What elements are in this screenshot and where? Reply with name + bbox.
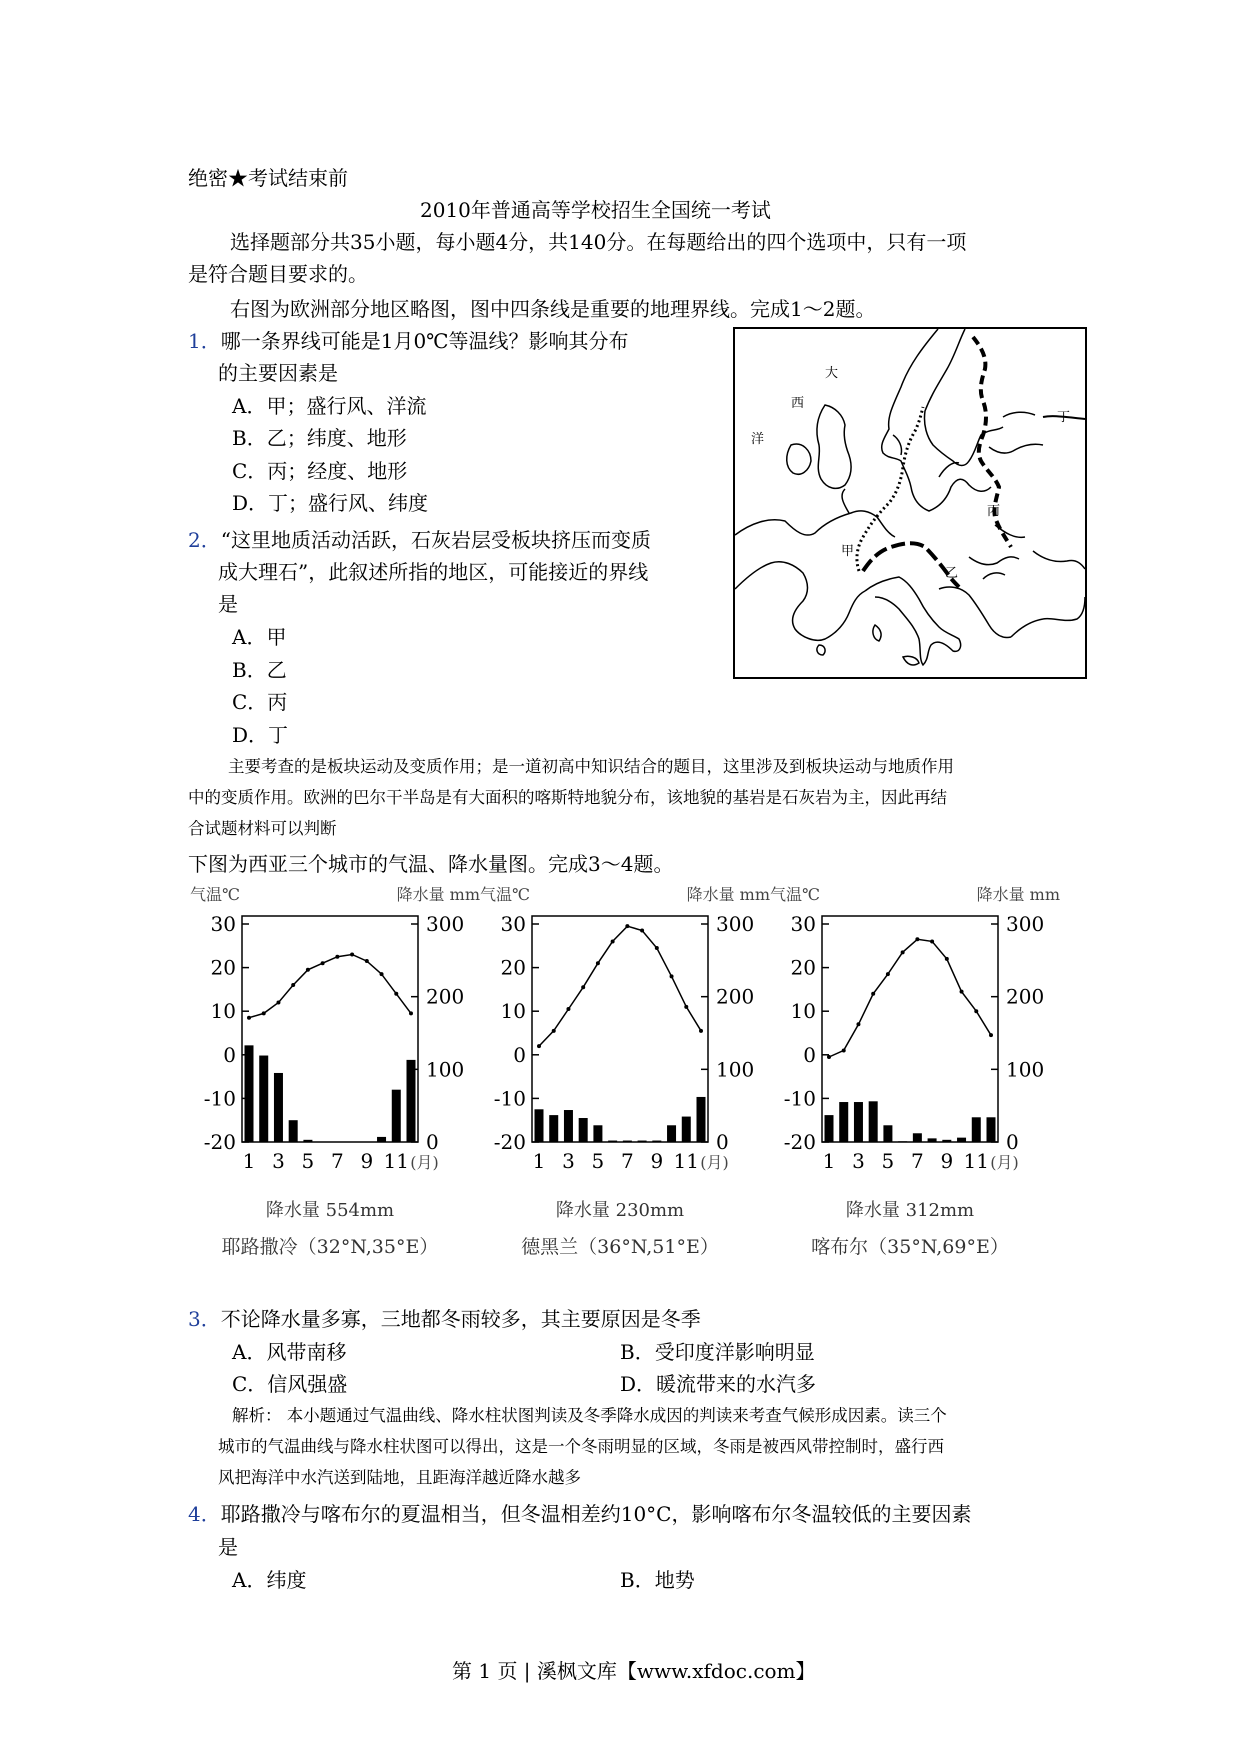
option-d: D．暖流带来的水汽多 [620, 1372, 817, 1396]
climate-chart-2 [480, 880, 770, 1270]
label-ding: 丁 [1057, 410, 1071, 425]
temperature-point [699, 1029, 703, 1033]
temp-tick-label: 0 [513, 1042, 526, 1067]
option-c: C．信风强盛 [232, 1372, 348, 1396]
precip-tick-label: 300 [426, 912, 465, 936]
precip-tick-label: 200 [716, 984, 755, 1009]
month-tick-label: 1 [532, 1149, 546, 1173]
temperature-point [655, 946, 659, 950]
temp-tick-label: -20 [783, 1130, 816, 1154]
question-number: 3． [188, 1307, 221, 1331]
temperature-point [930, 939, 934, 943]
option-c: C．丙；经度、地形 [232, 459, 408, 483]
precip-bar [392, 1090, 401, 1142]
label-yi: 乙 [945, 566, 959, 581]
temperature-point [537, 1044, 541, 1048]
temperature-point [886, 972, 890, 976]
option-a: A．纬度 [232, 1568, 307, 1592]
question-1 [188, 325, 629, 357]
month-tick-label: 1 [242, 1149, 256, 1173]
temp-tick-label: 30 [790, 912, 816, 936]
precip-bar [883, 1125, 892, 1142]
city-label: 喀布尔（35°N,69°E） [811, 1236, 1009, 1258]
temperature-point [945, 957, 949, 961]
question-number: 2． [188, 528, 221, 552]
temp-tick-label: -10 [203, 1086, 236, 1111]
temp-tick-label: -10 [493, 1086, 526, 1111]
city-label: 德黑兰（36°N,51°E） [521, 1236, 719, 1258]
precip-bar [825, 1115, 834, 1142]
temperature-line [829, 939, 991, 1057]
analysis-line-2: 城市的气温曲线与降水柱状图可以得出，这是一个冬雨明显的区域，冬雨是被西风带控制时，盛行西 [218, 1437, 944, 1456]
temp-tick-label: 30 [210, 912, 236, 936]
question-number: 4． [188, 1502, 221, 1526]
label-xi: 西 [791, 396, 805, 411]
temperature-point [380, 972, 384, 976]
precip-bar [869, 1101, 878, 1142]
month-tick-label: 11 [963, 1149, 989, 1173]
temp-tick-label: 0 [803, 1042, 816, 1067]
precip-bar [942, 1140, 951, 1142]
analysis-line-1: 主要考查的是板块运动及变质作用；是一道初高中知识结合的题目，这里涉及到板块运动与地质作用 [228, 757, 954, 776]
precip-bar [549, 1115, 558, 1142]
precip-bar [245, 1045, 254, 1142]
exam-title: 2010年普通高等学校招生全国统一考试 [420, 198, 771, 222]
temperature-axis-title: 气温℃ [190, 885, 240, 904]
temp-tick-label: -20 [493, 1130, 526, 1154]
temp-tick-label: -20 [203, 1130, 236, 1154]
question-stem: 耶路撒冷与喀布尔的夏温相当，但冬温相差约10°C，影响喀布尔冬温较低的主要因素 [220, 1502, 972, 1526]
temperature-point [974, 1009, 978, 1013]
option-d: D．丁 [232, 723, 289, 747]
temperature-point [581, 985, 585, 989]
charts-intro: 下图为西亚三个城市的气温、降水量图。完成3～4题。 [188, 852, 674, 876]
month-tick-label: 3 [852, 1149, 865, 1173]
temp-tick-label: 20 [210, 955, 236, 980]
precip-tick-label: 100 [426, 1057, 465, 1082]
month-tick-label: 3 [272, 1149, 285, 1173]
precip-tick-label: 200 [426, 984, 465, 1009]
option-a: A．风带南移 [232, 1340, 347, 1364]
precip-bar [274, 1073, 283, 1142]
option-a: A．甲；盛行风、洋流 [232, 394, 427, 418]
question-stem-cont: 是 [218, 592, 238, 616]
temp-tick-label: 10 [500, 999, 526, 1024]
label-yang: 洋 [751, 432, 765, 447]
temperature-point [989, 1033, 993, 1037]
precip-bar [854, 1102, 863, 1142]
precipitation-axis-title: 降水量 mm [686, 885, 770, 904]
map-intro: 右图为欧洲部分地区略图，图中四条线是重要的地理界线。完成1～2题。 [230, 297, 876, 321]
temperature-point [670, 974, 674, 978]
question-stem-cont: 成大理石”，此叙述所指的地区，可能接近的界线 [218, 560, 649, 584]
question-stem: 不论降水量多寡，三地都冬雨较多，其主要原因是冬季 [220, 1307, 701, 1331]
temp-tick-label: 20 [500, 955, 526, 980]
temperature-line [249, 955, 411, 1018]
city-label: 耶路撒冷（32°N,35°E） [221, 1236, 439, 1258]
precip-tick-label: 300 [1006, 912, 1045, 936]
analysis-line-3: 合试题材料可以判断 [188, 819, 337, 838]
temp-tick-label: 10 [210, 999, 236, 1024]
month-unit: (月) [410, 1153, 439, 1172]
month-tick-label: 7 [910, 1149, 924, 1173]
precip-bar [957, 1138, 966, 1142]
month-tick-label: 1 [822, 1149, 836, 1173]
temperature-point [960, 990, 964, 994]
month-tick-label: 9 [360, 1149, 374, 1173]
secret-label: 绝密★考试结束前 [188, 166, 348, 190]
month-tick-label: 9 [940, 1149, 954, 1173]
analysis-line-3: 风把海洋中水汽送到陆地，且距海洋越近降水越多 [218, 1468, 581, 1487]
precip-bar [564, 1110, 573, 1142]
precip-bar [928, 1138, 937, 1142]
precip-bar [638, 1141, 647, 1142]
precip-bar [623, 1141, 632, 1142]
temperature-point [291, 983, 295, 987]
precip-tick-label: 0 [1006, 1130, 1019, 1154]
precip-bar [377, 1137, 386, 1142]
temperature-point [915, 937, 919, 941]
precip-bar [303, 1140, 312, 1142]
temp-tick-label: 30 [500, 912, 526, 936]
climate-chart-1 [190, 880, 480, 1270]
precip-bar [407, 1060, 416, 1142]
month-tick-label: 5 [591, 1149, 605, 1173]
temperature-point [827, 1055, 831, 1059]
temperature-point [856, 1022, 860, 1026]
temperature-point [625, 924, 629, 928]
precip-bar [579, 1118, 588, 1142]
precip-tick-label: 100 [716, 1057, 755, 1082]
precip-tick-label: 100 [1006, 1057, 1045, 1082]
temperature-point [409, 1011, 413, 1015]
month-tick-label: 7 [620, 1149, 634, 1173]
temperature-point [321, 961, 325, 965]
temperature-point [306, 968, 310, 972]
month-tick-label: 7 [330, 1149, 344, 1173]
precip-tick-label: 0 [716, 1130, 729, 1154]
plot-frame [532, 916, 708, 1142]
precip-bar [913, 1133, 922, 1142]
month-tick-label: 3 [562, 1149, 575, 1173]
precip-bar [839, 1102, 848, 1142]
precip-bar [259, 1056, 268, 1142]
temperature-point [684, 1005, 688, 1009]
label-jia: 甲 [841, 544, 855, 559]
option-b: B．地势 [620, 1568, 695, 1592]
temperature-point [276, 1000, 280, 1004]
precip-bar [697, 1097, 706, 1142]
precip-bar [972, 1117, 981, 1142]
precipitation-axis-title: 降水量 mm [976, 885, 1060, 904]
precipitation-axis-title: 降水量 mm [396, 885, 480, 904]
temperature-point [566, 1007, 570, 1011]
option-d: D．丁；盛行风、纬度 [232, 491, 429, 515]
question-stem: “这里地质活动活跃，石灰岩层受板块挤压而变质 [220, 528, 651, 552]
precipitation-total: 降水量 554mm [265, 1200, 395, 1221]
precip-bar [667, 1125, 676, 1142]
analysis-line-2: 中的变质作用。欧洲的巴尔干半岛是有大面积的喀斯特地貌分布，该地貌的基岩是石灰岩为主，因此再结 [188, 788, 947, 807]
map-frame [734, 328, 1086, 678]
option-b: B．乙 [232, 658, 287, 682]
analysis-line-1: 解析： 本小题通过气温曲线、降水柱状图判读及冬季降水成因的判读来考查气候形成因素。读三个 [232, 1406, 947, 1425]
temperature-point [350, 953, 354, 957]
temp-tick-label: 10 [790, 999, 816, 1024]
temperature-point [365, 959, 369, 963]
question-3 [188, 1303, 701, 1335]
month-tick-label: 5 [301, 1149, 315, 1173]
temperature-point [640, 929, 644, 933]
footer: 第 1 页 | 溪枫文库【www.xfdoc.com】 [452, 1659, 816, 1683]
precip-bar [898, 1141, 907, 1142]
precip-bar [593, 1125, 602, 1142]
month-tick-label: 11 [673, 1149, 699, 1173]
option-c: C．丙 [232, 690, 288, 714]
climate-chart-3 [770, 880, 1060, 1270]
precip-bar [682, 1117, 691, 1142]
temperature-point [611, 939, 615, 943]
europe-map [733, 327, 1087, 679]
precip-bar [535, 1109, 544, 1142]
temperature-point [247, 1016, 251, 1020]
temperature-point [842, 1048, 846, 1052]
temperature-point [871, 992, 875, 996]
question-4 [188, 1498, 972, 1530]
option-b: B．乙；纬度、地形 [232, 426, 407, 450]
precipitation-total: 降水量 312mm [845, 1200, 975, 1221]
question-stem-cont: 的主要因素是 [218, 361, 338, 385]
temp-tick-label: -10 [783, 1086, 816, 1111]
month-tick-label: 5 [881, 1149, 895, 1173]
option-b: B．受印度洋影响明显 [620, 1340, 815, 1364]
plot-frame [242, 916, 418, 1142]
precip-bar [652, 1141, 661, 1142]
month-unit: (月) [990, 1153, 1019, 1172]
temperature-axis-title: 气温℃ [480, 885, 530, 904]
question-stem: 哪一条界线可能是1月0℃等温线？影响其分布 [220, 329, 629, 353]
label-bing: 丙 [987, 504, 1001, 519]
temperature-line [539, 926, 701, 1046]
temperature-point [596, 961, 600, 965]
precip-tick-label: 300 [716, 912, 755, 936]
temp-tick-label: 20 [790, 955, 816, 980]
option-a: A．甲 [232, 625, 287, 649]
temperature-point [262, 1011, 266, 1015]
month-tick-label: 9 [650, 1149, 664, 1173]
temperature-point [901, 950, 905, 954]
month-tick-label: 11 [383, 1149, 409, 1173]
month-unit: (月) [700, 1153, 729, 1172]
precip-bar [289, 1120, 298, 1142]
temperature-axis-title: 气温℃ [770, 885, 820, 904]
plot-frame [822, 916, 998, 1142]
temperature-point [335, 955, 339, 959]
precip-tick-label: 0 [426, 1130, 439, 1154]
intro-line-1: 选择题部分共35小题，每小题4分，共140分。在每题给出的四个选项中，只有一项 [230, 230, 967, 254]
precip-tick-label: 200 [1006, 984, 1045, 1009]
question-2 [188, 524, 651, 556]
temperature-point [552, 1029, 556, 1033]
precipitation-total: 降水量 230mm [555, 1200, 685, 1221]
intro-line-2: 是符合题目要求的。 [188, 262, 368, 286]
label-da: 大 [825, 366, 839, 381]
temperature-point [394, 992, 398, 996]
precip-bar [608, 1141, 617, 1142]
question-number: 1． [188, 329, 221, 353]
temp-tick-label: 0 [223, 1042, 236, 1067]
precip-bar [987, 1117, 996, 1142]
question-stem-cont: 是 [218, 1535, 238, 1559]
